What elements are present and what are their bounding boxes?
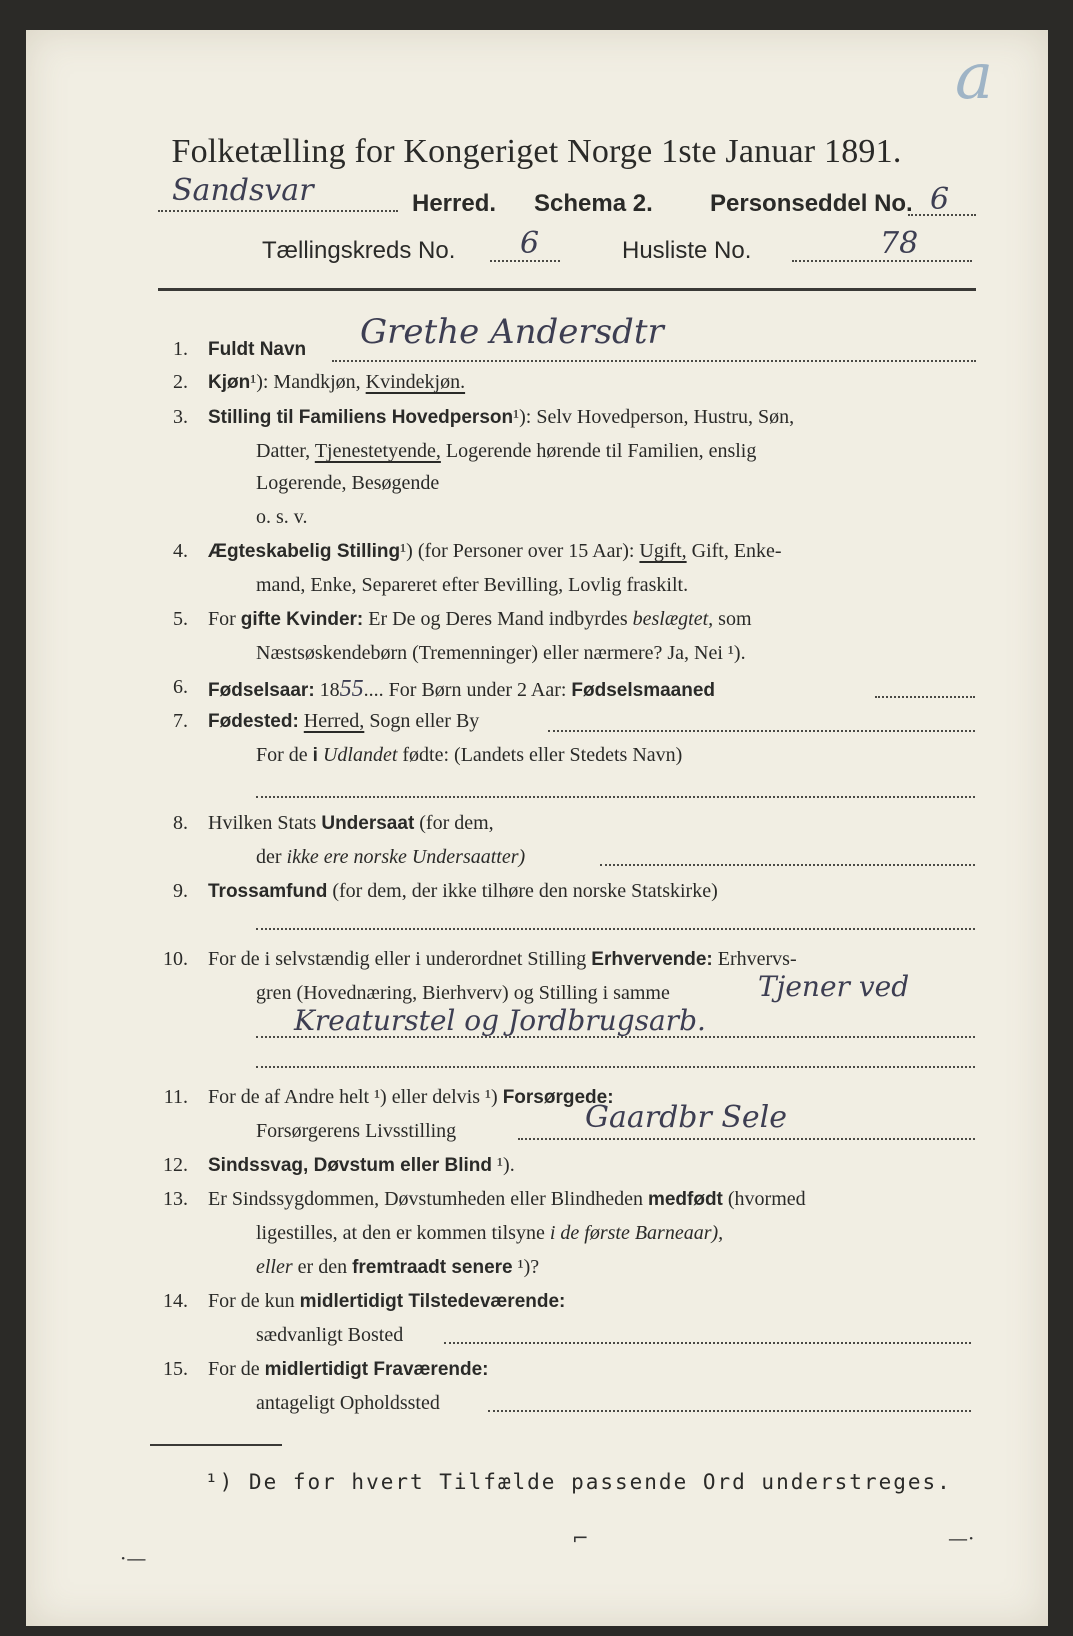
item-10-line-2: gren (Hovednæring, Bierhverv) og Stilling i samme bbox=[256, 982, 670, 1004]
item-1-name-value: Grethe Andersdtr bbox=[360, 312, 664, 352]
item-11-provider-value: Gaardbr Sele bbox=[585, 1100, 788, 1135]
item-15-line-1: For de midlertidigt Fraværende: bbox=[208, 1358, 489, 1380]
schema-label: Schema 2. bbox=[534, 190, 653, 217]
item-14-line-2: sædvanligt Bosted bbox=[256, 1324, 404, 1346]
item-15-dotline bbox=[488, 1410, 971, 1412]
item-3-line-1: Stilling til Familiens Hovedperson¹): Selv Hovedperson, Hustru, Søn, bbox=[208, 406, 795, 428]
item-11-line-1: For de af Andre helt ¹) eller delvis ¹) Forsørgede: bbox=[208, 1086, 614, 1108]
item-3-line-4: o. s. v. bbox=[256, 506, 308, 528]
item-14-dotline bbox=[444, 1342, 971, 1344]
item-6-number: 6. bbox=[173, 676, 188, 698]
item-8-number: 8. bbox=[173, 812, 188, 834]
item-4-line-1: Ægteskabelig Stilling¹) (for Personer over 15 Aar): Ugift, Gift, Enke- bbox=[208, 540, 782, 562]
item-1-number: 1. bbox=[173, 338, 188, 360]
header-rule bbox=[158, 288, 976, 291]
item-8-line-2: der ikke ere norske Undersaatter) bbox=[256, 846, 526, 868]
item-6-line: Fødselsaar: 1855.... For Børn under 2 Aar: Fødselsmaaned bbox=[208, 676, 716, 702]
item-13-line-3: eller er den fremtraadt senere ¹)? bbox=[256, 1256, 540, 1278]
footnote: ¹) De for hvert Tilfælde passende Ord understreges. bbox=[205, 1470, 952, 1494]
corner-pencil-mark: a bbox=[955, 40, 994, 114]
herred-label: Herred. bbox=[412, 190, 497, 217]
margin-mark-right: —· bbox=[948, 1526, 975, 1550]
item-4-number: 4. bbox=[173, 540, 188, 562]
item-3-line-3: Logerende, Besøgende bbox=[256, 472, 440, 494]
item-1-label: Fuldt Navn bbox=[208, 339, 307, 360]
item-7-dotline-1 bbox=[548, 730, 975, 732]
item-10-occupation-value-1: Tjener ved bbox=[758, 970, 910, 1003]
husliste-label: Husliste No. bbox=[622, 237, 752, 264]
item-10-occupation-value-2: Kreaturstel og Jordbrugsarb. bbox=[294, 1004, 706, 1037]
item-7-line-2: For de i Udlandet fødte: (Landets eller Stedets Navn) bbox=[256, 744, 683, 766]
item-5-line-2: Næstsøskendebørn (Tremenninger) eller nærmere? Ja, Nei ¹). bbox=[256, 642, 746, 664]
item-3-line-2: Datter, Tjenestetyende, Logerende hørende til Familien, enslig bbox=[256, 440, 757, 462]
kreds-value: 6 bbox=[520, 226, 540, 261]
item-15-number: 15. bbox=[163, 1358, 188, 1380]
item-11-number: 11. bbox=[163, 1086, 188, 1108]
item-10-number: 10. bbox=[163, 948, 188, 970]
item-8-line-1: Hvilken Stats Undersaat (for dem, bbox=[208, 812, 494, 834]
item-8-dotline bbox=[600, 864, 975, 866]
item-11-dotline bbox=[518, 1138, 975, 1140]
herred-value: Sandsvar bbox=[172, 173, 314, 208]
item-7-line-1: Fødested: Herred, Sogn eller By bbox=[208, 710, 480, 732]
item-3-number: 3. bbox=[173, 406, 188, 428]
footnote-rule bbox=[150, 1444, 282, 1446]
item-6-dotline bbox=[875, 696, 975, 698]
item-10-line-1: For de i selvstændig eller i underordnet Stilling Erhvervende: Erhvervs- bbox=[208, 948, 797, 970]
item-2-number: 2. bbox=[173, 371, 188, 393]
item-5-line-1: For gifte Kvinder: Er De og Deres Mand indbyrdes beslægtet, som bbox=[208, 608, 752, 630]
item-1-dotline bbox=[332, 360, 976, 362]
item-14-line-1: For de kun midlertidigt Tilstedeværende: bbox=[208, 1290, 566, 1312]
kreds-label: Tællingskreds No. bbox=[262, 237, 456, 264]
item-2-text: Kjøn¹): Mandkjøn, Kvindekjøn. bbox=[208, 371, 466, 393]
personseddel-value: 6 bbox=[930, 182, 950, 217]
form-title: Folketælling for Kongeriget Norge 1ste Januar 1891. bbox=[171, 133, 902, 170]
item-9-number: 9. bbox=[173, 880, 188, 902]
item-4-line-2: mand, Enke, Separeret efter Bevilling, Lovlig fraskilt. bbox=[256, 574, 689, 596]
item-10-dotline-1 bbox=[256, 1036, 975, 1038]
item-7-dotline-2 bbox=[256, 796, 975, 798]
item-13-number: 13. bbox=[163, 1188, 188, 1210]
item-12-line: Sindssvag, Døvstum eller Blind ¹). bbox=[208, 1154, 515, 1176]
item-11-line-2: Forsørgerens Livsstilling bbox=[256, 1120, 457, 1142]
item-13-line-1: Er Sindssygdommen, Døvstumheden eller Blindheden medfødt (hvormed bbox=[208, 1188, 806, 1210]
item-14-number: 14. bbox=[163, 1290, 188, 1312]
margin-mark-center: ⌐ bbox=[572, 1526, 589, 1550]
item-10-dotline-2 bbox=[256, 1066, 975, 1068]
item-15-line-2: antageligt Opholdssted bbox=[256, 1392, 440, 1414]
margin-mark-left: ·— bbox=[120, 1546, 147, 1570]
item-9-line: Trossamfund (for dem, der ikke tilhøre den norske Statskirke) bbox=[208, 880, 718, 902]
item-13-line-2: ligestilles, at den er kommen tilsyne i de første Barneaar), bbox=[256, 1222, 724, 1244]
item-12-number: 12. bbox=[163, 1154, 188, 1176]
item-7-number: 7. bbox=[173, 710, 188, 732]
personseddel-label: Personseddel No. bbox=[710, 190, 913, 217]
husliste-value: 78 bbox=[880, 226, 919, 261]
item-5-number: 5. bbox=[173, 608, 188, 630]
item-9-dotline bbox=[256, 928, 975, 930]
herred-dotline bbox=[158, 210, 398, 212]
